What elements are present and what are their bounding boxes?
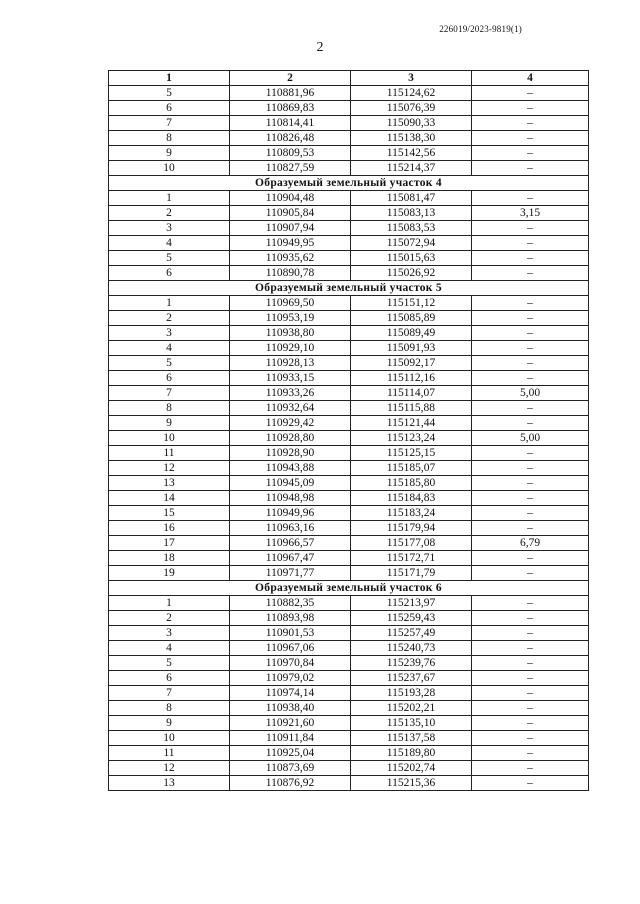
point-number-cell: 10: [109, 161, 230, 176]
y-coordinate-cell: 115257,49: [351, 626, 472, 641]
x-coordinate-cell: 110933,15: [230, 371, 351, 386]
distance-value-cell: –: [472, 326, 589, 341]
table-body: [109, 86, 589, 791]
table-row: [109, 356, 589, 371]
table-row: [109, 476, 589, 491]
point-number-cell: 2: [109, 611, 230, 626]
y-coordinate-cell: 115184,83: [351, 491, 472, 506]
distance-value-cell: –: [472, 236, 589, 251]
distance-value-cell: –: [472, 716, 589, 731]
point-number-cell: 4: [109, 341, 230, 356]
table-row: [109, 716, 589, 731]
table-row: [109, 266, 589, 281]
x-coordinate-cell: 110893,98: [230, 611, 351, 626]
table-row: [109, 221, 589, 236]
x-coordinate-cell: 110948,98: [230, 491, 351, 506]
y-coordinate-cell: 115091,93: [351, 341, 472, 356]
table-row: [109, 146, 589, 161]
point-number-cell: 8: [109, 701, 230, 716]
coordinates-table: [108, 70, 589, 791]
x-coordinate-cell: 110967,47: [230, 551, 351, 566]
x-coordinate-cell: 110949,96: [230, 506, 351, 521]
x-coordinate-cell: 110969,50: [230, 296, 351, 311]
distance-value-cell: –: [472, 476, 589, 491]
table-row: [109, 326, 589, 341]
distance-value-cell: –: [472, 101, 589, 116]
table-row: [109, 401, 589, 416]
table-row: [109, 101, 589, 116]
table-row: [109, 536, 589, 551]
header-col-1: 1: [109, 71, 230, 86]
x-coordinate-cell: 110945,09: [230, 476, 351, 491]
distance-value-cell: –: [472, 341, 589, 356]
point-number-cell: 11: [109, 746, 230, 761]
x-coordinate-cell: 110929,42: [230, 416, 351, 431]
section-title-row: [109, 581, 589, 596]
distance-value-cell: –: [472, 446, 589, 461]
point-number-cell: 5: [109, 356, 230, 371]
x-coordinate-cell: 110925,04: [230, 746, 351, 761]
point-number-cell: 9: [109, 146, 230, 161]
x-coordinate-cell: 110928,80: [230, 431, 351, 446]
distance-value-cell: –: [472, 761, 589, 776]
table-row: [109, 731, 589, 746]
x-coordinate-cell: 110967,06: [230, 641, 351, 656]
point-number-cell: 7: [109, 686, 230, 701]
x-coordinate-cell: 110971,77: [230, 566, 351, 581]
point-number-cell: 3: [109, 626, 230, 641]
y-coordinate-cell: 115015,63: [351, 251, 472, 266]
distance-value-cell: –: [472, 566, 589, 581]
table-row: [109, 521, 589, 536]
distance-value-cell: 5,00: [472, 431, 589, 446]
y-coordinate-cell: 115083,53: [351, 221, 472, 236]
x-coordinate-cell: 110905,84: [230, 206, 351, 221]
point-number-cell: 17: [109, 536, 230, 551]
point-number-cell: 16: [109, 521, 230, 536]
distance-value-cell: –: [472, 221, 589, 236]
point-number-cell: 1: [109, 191, 230, 206]
distance-value-cell: –: [472, 776, 589, 791]
point-number-cell: 8: [109, 131, 230, 146]
point-number-cell: 8: [109, 401, 230, 416]
document-id: 226019/2023-9819(1): [439, 24, 522, 34]
distance-value-cell: –: [472, 746, 589, 761]
header-col-2: 2: [230, 71, 351, 86]
distance-value-cell: –: [472, 116, 589, 131]
point-number-cell: 6: [109, 266, 230, 281]
y-coordinate-cell: 115115,88: [351, 401, 472, 416]
y-coordinate-cell: 115151,12: [351, 296, 472, 311]
x-coordinate-cell: 110963,16: [230, 521, 351, 536]
point-number-cell: 1: [109, 596, 230, 611]
x-coordinate-cell: 110949,95: [230, 236, 351, 251]
distance-value-cell: –: [472, 266, 589, 281]
x-coordinate-cell: 110809,53: [230, 146, 351, 161]
y-coordinate-cell: 115092,17: [351, 356, 472, 371]
distance-value-cell: –: [472, 416, 589, 431]
point-number-cell: 4: [109, 641, 230, 656]
distance-value-cell: –: [472, 626, 589, 641]
y-coordinate-cell: 115202,74: [351, 761, 472, 776]
distance-value-cell: –: [472, 686, 589, 701]
point-number-cell: 6: [109, 101, 230, 116]
table-row: [109, 551, 589, 566]
distance-value-cell: –: [472, 551, 589, 566]
y-coordinate-cell: 115185,07: [351, 461, 472, 476]
table-row: [109, 386, 589, 401]
x-coordinate-cell: 110928,90: [230, 446, 351, 461]
distance-value-cell: –: [472, 161, 589, 176]
distance-value-cell: –: [472, 731, 589, 746]
distance-value-cell: –: [472, 191, 589, 206]
x-coordinate-cell: 110933,26: [230, 386, 351, 401]
table-row: [109, 656, 589, 671]
y-coordinate-cell: 115213,97: [351, 596, 472, 611]
point-number-cell: 2: [109, 206, 230, 221]
x-coordinate-cell: 110826,48: [230, 131, 351, 146]
point-number-cell: 9: [109, 716, 230, 731]
y-coordinate-cell: 115171,79: [351, 566, 472, 581]
point-number-cell: 3: [109, 326, 230, 341]
point-number-cell: 12: [109, 761, 230, 776]
distance-value-cell: –: [472, 401, 589, 416]
distance-value-cell: –: [472, 506, 589, 521]
y-coordinate-cell: 115239,76: [351, 656, 472, 671]
y-coordinate-cell: 115189,80: [351, 746, 472, 761]
point-number-cell: 18: [109, 551, 230, 566]
x-coordinate-cell: 110938,40: [230, 701, 351, 716]
point-number-cell: 19: [109, 566, 230, 581]
distance-value-cell: –: [472, 86, 589, 101]
distance-value-cell: –: [472, 611, 589, 626]
y-coordinate-cell: 115138,30: [351, 131, 472, 146]
table-row: [109, 251, 589, 266]
y-coordinate-cell: 115121,44: [351, 416, 472, 431]
x-coordinate-cell: 110827,59: [230, 161, 351, 176]
point-number-cell: 6: [109, 371, 230, 386]
x-coordinate-cell: 110935,62: [230, 251, 351, 266]
x-coordinate-cell: 110974,14: [230, 686, 351, 701]
y-coordinate-cell: 115123,24: [351, 431, 472, 446]
table-row: [109, 446, 589, 461]
y-coordinate-cell: 115193,28: [351, 686, 472, 701]
section-title: Образуемый земельный участок 5: [109, 281, 589, 296]
distance-value-cell: –: [472, 671, 589, 686]
table-row: [109, 341, 589, 356]
point-number-cell: 5: [109, 656, 230, 671]
distance-value-cell: 3,15: [472, 206, 589, 221]
distance-value-cell: –: [472, 656, 589, 671]
y-coordinate-cell: 115083,13: [351, 206, 472, 221]
point-number-cell: 12: [109, 461, 230, 476]
y-coordinate-cell: 115125,15: [351, 446, 472, 461]
point-number-cell: 5: [109, 86, 230, 101]
table-row: [109, 491, 589, 506]
y-coordinate-cell: 115076,39: [351, 101, 472, 116]
x-coordinate-cell: 110881,96: [230, 86, 351, 101]
y-coordinate-cell: 115142,56: [351, 146, 472, 161]
x-coordinate-cell: 110869,83: [230, 101, 351, 116]
point-number-cell: 3: [109, 221, 230, 236]
table-row: [109, 566, 589, 581]
table-row: [109, 746, 589, 761]
distance-value-cell: –: [472, 701, 589, 716]
distance-value-cell: 5,00: [472, 386, 589, 401]
y-coordinate-cell: 115177,08: [351, 536, 472, 551]
y-coordinate-cell: 115026,92: [351, 266, 472, 281]
distance-value-cell: –: [472, 461, 589, 476]
point-number-cell: 4: [109, 236, 230, 251]
table-row: [109, 431, 589, 446]
point-number-cell: 13: [109, 476, 230, 491]
point-number-cell: 7: [109, 386, 230, 401]
point-number-cell: 10: [109, 431, 230, 446]
x-coordinate-cell: 110911,84: [230, 731, 351, 746]
distance-value-cell: 6,79: [472, 536, 589, 551]
header-col-4: 4: [472, 71, 589, 86]
point-number-cell: 6: [109, 671, 230, 686]
point-number-cell: 15: [109, 506, 230, 521]
table-row: [109, 416, 589, 431]
table-row: [109, 131, 589, 146]
y-coordinate-cell: 115085,89: [351, 311, 472, 326]
table-row: [109, 371, 589, 386]
y-coordinate-cell: 115202,21: [351, 701, 472, 716]
x-coordinate-cell: 110890,78: [230, 266, 351, 281]
point-number-cell: 14: [109, 491, 230, 506]
point-number-cell: 1: [109, 296, 230, 311]
x-coordinate-cell: 110907,94: [230, 221, 351, 236]
section-title-row: [109, 281, 589, 296]
y-coordinate-cell: 115089,49: [351, 326, 472, 341]
x-coordinate-cell: 110929,10: [230, 341, 351, 356]
distance-value-cell: –: [472, 641, 589, 656]
x-coordinate-cell: 110876,92: [230, 776, 351, 791]
x-coordinate-cell: 110901,53: [230, 626, 351, 641]
x-coordinate-cell: 110943,88: [230, 461, 351, 476]
table-row: [109, 626, 589, 641]
table-row: [109, 596, 589, 611]
table-row: [109, 761, 589, 776]
y-coordinate-cell: 115112,16: [351, 371, 472, 386]
y-coordinate-cell: 115137,58: [351, 731, 472, 746]
distance-value-cell: –: [472, 596, 589, 611]
section-title: Образуемый земельный участок 6: [109, 581, 589, 596]
y-coordinate-cell: 115183,24: [351, 506, 472, 521]
x-coordinate-cell: 110979,02: [230, 671, 351, 686]
y-coordinate-cell: 115214,37: [351, 161, 472, 176]
distance-value-cell: –: [472, 371, 589, 386]
y-coordinate-cell: 115259,43: [351, 611, 472, 626]
y-coordinate-cell: 115072,94: [351, 236, 472, 251]
x-coordinate-cell: 110882,35: [230, 596, 351, 611]
table-row: [109, 776, 589, 791]
section-title: Образуемый земельный участок 4: [109, 176, 589, 191]
x-coordinate-cell: 110970,84: [230, 656, 351, 671]
y-coordinate-cell: 115240,73: [351, 641, 472, 656]
y-coordinate-cell: 115090,33: [351, 116, 472, 131]
y-coordinate-cell: 115185,80: [351, 476, 472, 491]
header-col-3: 3: [351, 71, 472, 86]
distance-value-cell: –: [472, 131, 589, 146]
x-coordinate-cell: 110814,41: [230, 116, 351, 131]
point-number-cell: 11: [109, 446, 230, 461]
point-number-cell: 9: [109, 416, 230, 431]
y-coordinate-cell: 115124,62: [351, 86, 472, 101]
x-coordinate-cell: 110932,64: [230, 401, 351, 416]
y-coordinate-cell: 115081,47: [351, 191, 472, 206]
x-coordinate-cell: 110928,13: [230, 356, 351, 371]
point-number-cell: 7: [109, 116, 230, 131]
distance-value-cell: –: [472, 146, 589, 161]
y-coordinate-cell: 115172,71: [351, 551, 472, 566]
table-row: [109, 461, 589, 476]
y-coordinate-cell: 115237,67: [351, 671, 472, 686]
y-coordinate-cell: 115215,36: [351, 776, 472, 791]
table-header-row: [109, 71, 589, 86]
point-number-cell: 5: [109, 251, 230, 266]
point-number-cell: 13: [109, 776, 230, 791]
table-row: [109, 191, 589, 206]
table-row: [109, 311, 589, 326]
section-title-row: [109, 176, 589, 191]
table-row: [109, 296, 589, 311]
distance-value-cell: –: [472, 296, 589, 311]
x-coordinate-cell: 110953,19: [230, 311, 351, 326]
y-coordinate-cell: 115114,07: [351, 386, 472, 401]
y-coordinate-cell: 115135,10: [351, 716, 472, 731]
y-coordinate-cell: 115179,94: [351, 521, 472, 536]
table-row: [109, 641, 589, 656]
distance-value-cell: –: [472, 521, 589, 536]
point-number-cell: 2: [109, 311, 230, 326]
table-row: [109, 206, 589, 221]
x-coordinate-cell: 110904,48: [230, 191, 351, 206]
point-number-cell: 10: [109, 731, 230, 746]
table-row: [109, 236, 589, 251]
table-row: [109, 611, 589, 626]
distance-value-cell: –: [472, 311, 589, 326]
table-row: [109, 506, 589, 521]
x-coordinate-cell: 110938,80: [230, 326, 351, 341]
x-coordinate-cell: 110873,69: [230, 761, 351, 776]
distance-value-cell: –: [472, 356, 589, 371]
table-row: [109, 86, 589, 101]
table-row: [109, 161, 589, 176]
x-coordinate-cell: 110921,60: [230, 716, 351, 731]
table-row: [109, 116, 589, 131]
table-row: [109, 701, 589, 716]
distance-value-cell: –: [472, 251, 589, 266]
distance-value-cell: –: [472, 491, 589, 506]
page-number: 2: [316, 40, 324, 55]
table-row: [109, 671, 589, 686]
table-row: [109, 686, 589, 701]
x-coordinate-cell: 110966,57: [230, 536, 351, 551]
